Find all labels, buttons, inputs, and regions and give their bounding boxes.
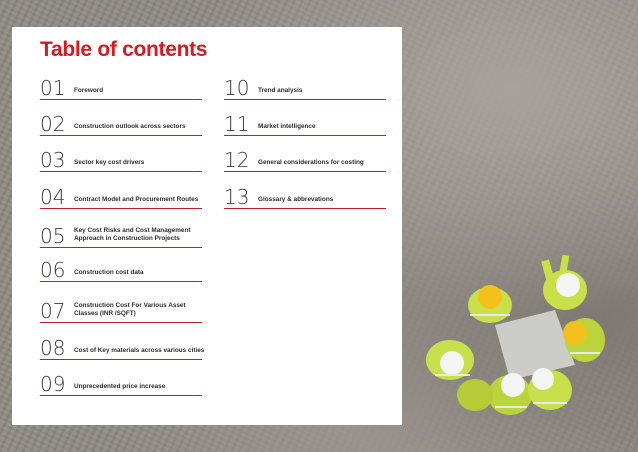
toc-label: Unprecedented price increase xyxy=(74,383,166,390)
toc-item-04[interactable] xyxy=(40,185,202,209)
toc-label: Cost of Key materials across various cities xyxy=(74,347,205,354)
toc-item-03[interactable] xyxy=(40,148,202,172)
workers-photo xyxy=(415,255,625,435)
toc-item-02[interactable] xyxy=(40,112,202,136)
toc-item-12[interactable] xyxy=(224,148,386,172)
page-title: Table of contents xyxy=(40,38,208,61)
toc-label: Trend analysis xyxy=(258,87,303,94)
toc-number: 10 xyxy=(224,76,250,100)
toc-item-11[interactable] xyxy=(224,112,386,136)
toc-number: 09 xyxy=(40,372,66,396)
toc-item-01[interactable] xyxy=(40,76,202,100)
toc-number: 04 xyxy=(40,185,66,209)
toc-item-06[interactable] xyxy=(40,258,202,282)
toc-label: Sector key cost drivers xyxy=(74,159,145,166)
toc-number: 01 xyxy=(40,76,66,100)
toc-label: Glossary & abbrevations xyxy=(258,196,334,203)
toc-number: 02 xyxy=(40,112,66,136)
toc-label: Key Cost Risks and Cost Management Approach in Construction Projects xyxy=(74,227,191,242)
toc-number: 12 xyxy=(224,148,250,172)
toc-item-09[interactable] xyxy=(40,372,202,396)
toc-item-10[interactable] xyxy=(224,76,386,100)
toc-label: Foreword xyxy=(74,87,104,94)
toc-label: General considerations for costing xyxy=(258,159,364,166)
toc-item-07[interactable] xyxy=(40,297,202,323)
toc-number: 05 xyxy=(40,224,66,248)
toc-label: Construction cost data xyxy=(74,269,144,276)
toc-number: 03 xyxy=(40,148,66,172)
toc-number: 11 xyxy=(224,112,250,136)
toc-number: 07 xyxy=(40,299,66,323)
toc-item-08[interactable] xyxy=(40,336,205,360)
toc-item-05[interactable] xyxy=(40,222,202,248)
toc-number: 06 xyxy=(40,258,66,282)
toc-number: 08 xyxy=(40,336,66,360)
toc-label: Market intelligence xyxy=(258,123,316,130)
toc-number: 13 xyxy=(224,185,250,209)
toc-label: Construction outlook across sectors xyxy=(74,123,186,130)
toc-item-13[interactable] xyxy=(224,185,386,209)
toc-label: Contract Model and Procurement Routes xyxy=(74,196,199,203)
toc-label: Construction Cost For Various Asset Classes (INR /SQFT) xyxy=(74,302,186,317)
